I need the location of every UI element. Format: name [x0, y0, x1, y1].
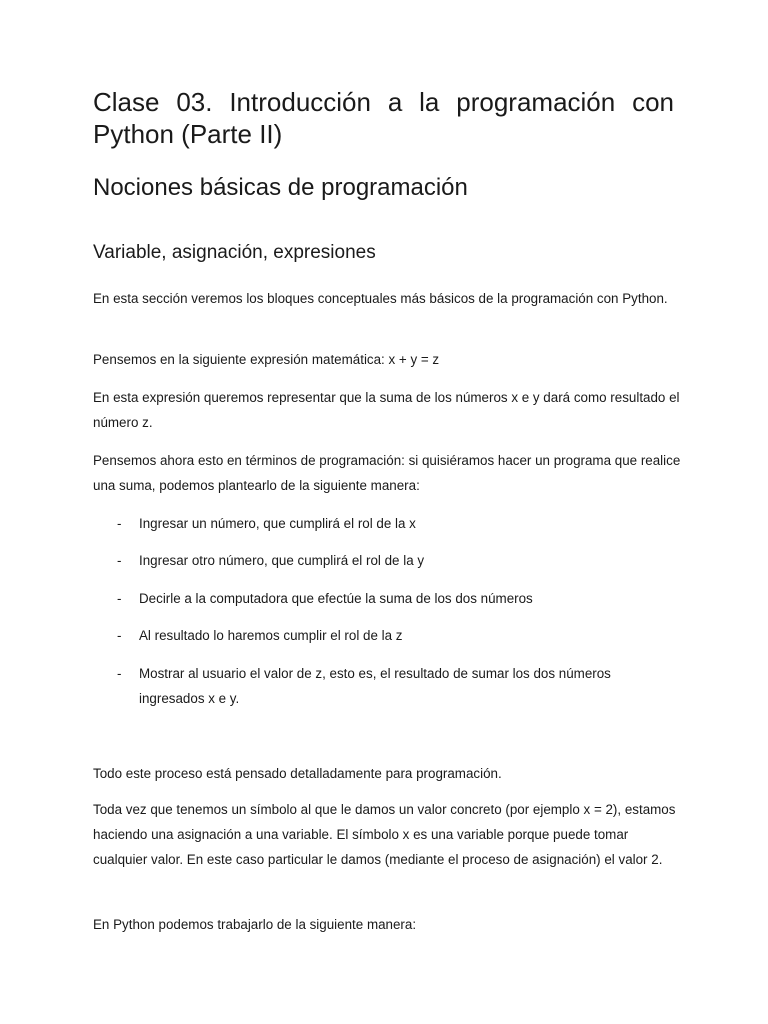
- list-marker: -: [117, 628, 122, 643]
- list-marker: -: [117, 666, 122, 681]
- paragraph-python: En Python podemos trabajarlo de la siguiente manera:: [93, 917, 417, 932]
- list-marker: -: [117, 553, 122, 568]
- list-item: [117, 661, 677, 711]
- paragraph-programming: Pensemos ahora esto en términos de programación: si quisiéramos hacer un programa que realice una suma, podemos plantearlo de la siguiente manera:: [93, 453, 681, 493]
- list-marker: -: [117, 516, 122, 531]
- list-item-text: Mostrar al usuario el valor de z, esto es, el resultado de sumar los dos números ingresados x e y.: [139, 666, 611, 706]
- list-item: [117, 548, 677, 573]
- list-item-text: Ingresar otro número, que cumplirá el rol de la y: [139, 553, 425, 568]
- paragraph-expression: Pensemos en la siguiente expresión matemática: x + y = z: [93, 352, 440, 367]
- paragraph-meaning: En esta expresión queremos representar que la suma de los números x e y dará como resultado el número z.: [93, 390, 680, 430]
- paragraph-assignment: Toda vez que tenemos un símbolo al que le damos un valor concreto (por ejemplo x = 2), estamos haciendo una asignación a una variable. El símbolo x es una variable porque puede tomar cualquier valor. En este caso particular le damos (mediante el proceso de asignación) el valor 2.: [93, 802, 676, 867]
- list-item: [117, 511, 677, 536]
- list-marker: -: [117, 591, 122, 606]
- list-item: [117, 623, 677, 648]
- document-title: Clase 03. Introducción a la programación con Python (Parte II): [93, 87, 674, 149]
- list-item: [117, 586, 677, 611]
- list-item-text: Al resultado lo haremos cumplir el rol de la z: [139, 628, 403, 643]
- list-item-text: Ingresar un número, que cumplirá el rol de la x: [139, 516, 416, 531]
- list-item-text: Decirle a la computadora que efectúe la suma de los dos números: [139, 591, 533, 606]
- paragraph-intro: En esta sección veremos los bloques conceptuales más básicos de la programación con Python.: [93, 291, 668, 306]
- paragraph-process: Todo este proceso está pensado detalladamente para programación.: [93, 766, 502, 781]
- section-heading: Nociones básicas de programación: [93, 174, 468, 201]
- subsection-heading: Variable, asignación, expresiones: [93, 242, 376, 263]
